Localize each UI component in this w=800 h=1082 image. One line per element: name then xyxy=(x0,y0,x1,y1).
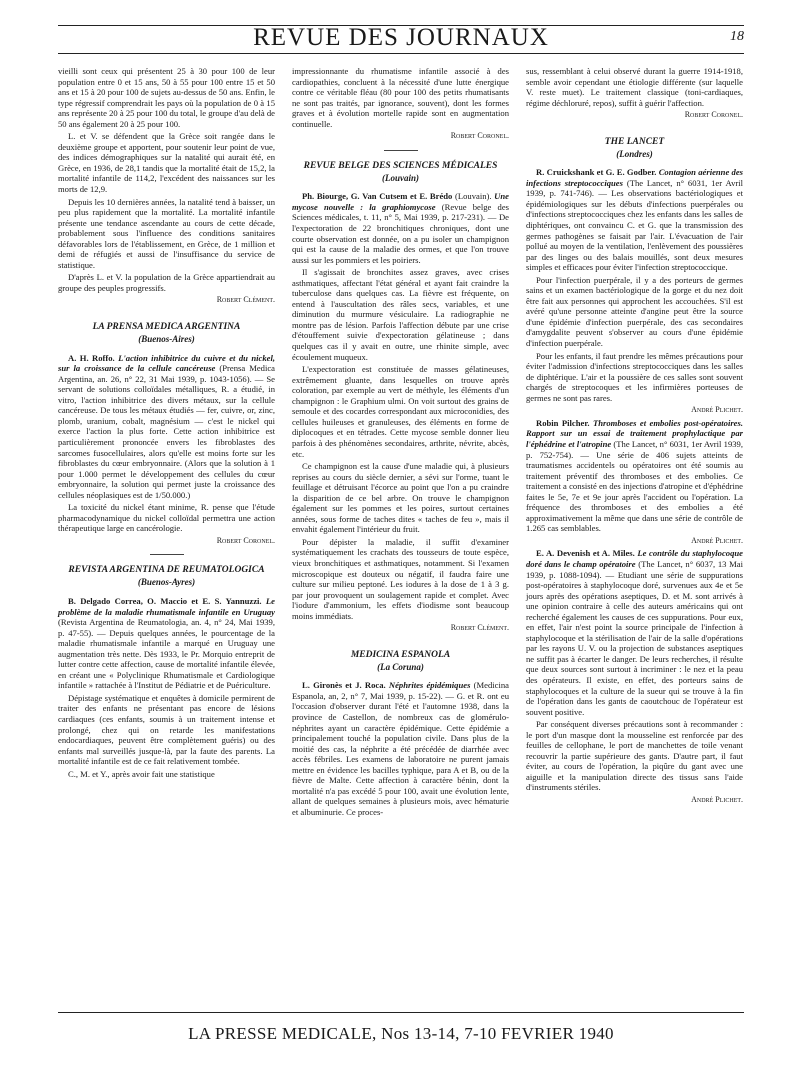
article-title: Thromboses et embolies post-opératoires. Rapport sur un essai de traitement prophylactique par l'éphédrine et l'atropine xyxy=(526,417,743,449)
article-title: Le contrôle du staphylocoque doré dans le champ opératoire xyxy=(526,548,743,569)
article xyxy=(58,596,275,691)
article-body: (The Lancet, n° 6031, 1er Avril 1939, p. 741-746). — Les observations bactériologiques et épidémiologiques sur les débuts d'infections puerpérales ou d'infections streptococciques chez les enfants dans les salles de diphtériques, ont convaincu C. et G. que la transmission des germes pathogènes se faisait par l'air. L'évacuation de l'air pollué au moyen de la ventilation, l'enlèvement des poussières par des linges ou des balais mouillés, sont deux mesures simples et efficaces pour éviter l'infection streptococcique. xyxy=(526,177,743,273)
paragraph: Pour l'infection puerpérale, il y a des porteurs de germes sains et un examen bactériologique de la gorge et du nez doit être fait aux personnes qui approchent les accouchées. S'il est avéré qu'une personne atteinte d'angine peut être la source d'une épidémie d'infection puerpérale, des cas secondaires d'amygdalite peuvent s'observer au cours d'une épidémie d'infection puerpérale. xyxy=(526,274,743,349)
article-title: Une mycose nouvelle : la graphiomycose xyxy=(292,191,509,212)
header-rule-bottom xyxy=(58,53,744,54)
page-title: REVUE DES JOURNAUX xyxy=(253,24,549,51)
signature: André Plichet. xyxy=(691,535,743,545)
paragraph: impressionnante du rhumatisme infantile associé à des cardiopathies, concluent à la nécessité d'une lutte énergique contre ce véritable fléau (80 pour 100 des petits rhumatisants ne sont pas traités, par ignorance, souvent), dont les formes graves et à évolution mortelle rapide sont en augmentation continuelle. xyxy=(292,66,509,129)
section-heading: REVUE BELGE DES SCIENCES MÉDICALES xyxy=(303,160,498,171)
section-subheading: (Buenos-Ayres) xyxy=(137,577,196,588)
section-subheading: (Louvain) xyxy=(382,172,419,183)
article-author: L. Gironès et J. Roca. xyxy=(302,680,386,691)
article xyxy=(526,418,743,534)
signature: André Plichet. xyxy=(691,405,743,415)
section-subheading: (Londres) xyxy=(616,148,653,159)
page-header xyxy=(58,22,744,50)
signature: Robert Clément. xyxy=(450,623,509,633)
paragraph: sus, ressemblant à celui observé durant la guerre 1914-1918, semble avoir cependant une étiologie différente (sur laquelle V. reste muet). Le traitement classique (toni-cardiaques, régime déchloruré, repos), suffit à guérir l'affection. xyxy=(526,66,743,108)
article-body: (The Lancet, n° 6031, 1er Avril 1939, p. 752-754). — Une série de 406 sujets atteints de traumatismes accidentels ou opératoires ont été soumis au traitement préventif des thromboses et des embolies. Ce traitement a consisté en des injections d'atropine et d'éphédrine faites le 5e, 7e et 9e jour après l'accident ou l'opération. La fréquence des thromboses et des embolies a été approximativement la même que dans une série de contrôle de 1.265 cas semblables. xyxy=(526,438,744,534)
article xyxy=(58,353,275,501)
column-3 xyxy=(526,66,743,808)
article xyxy=(292,680,509,817)
article-title: Néphrites épidémiques xyxy=(388,680,471,691)
paragraph: D'après L. et V. la population de la Grèce appartiendrait au groupe des peuples progressifs. xyxy=(58,272,275,293)
footer-citation: LA PRESSE MEDICALE, Nos 13-14, 7-10 FEVRIER 1940 xyxy=(188,1024,614,1043)
paragraph: Il s'agissait de bronchites assez graves, avec crises asthmatiques, affectant l'état général et ayant fait craindre la tuberculose dans quelques cas. La fièvre est fréquente, on entend à l'auscultation des râles secs, variables, et une diminution du murmure vésiculaire. La radiographie ne montre pas de lésion. Parfois l'affection débute par une crise d'étouffement suivie d'expectoration gélatineuse ; dans quelques cas il y avait en outre, une rhinite simple, avec écoulement muqueux. xyxy=(292,267,509,362)
article xyxy=(292,191,509,265)
page-number: 18 xyxy=(730,29,744,44)
article-author: R. Cruickshank et G. E. Godber. xyxy=(536,167,657,178)
article-body: (Revue belge des Sciences médicales, t. 11, n° 5, Mai 1939, p. 217-231). — De l'expectoration de 22 bronchitiques chroniques, dont une courte observation est donnée, on a pu isoler un champignon qui est la cause de la maladie des ormes, et que l'on trouve aussi sur les pommiers et les poiriers. xyxy=(292,201,510,265)
article-author: B. Delgado Correa, O. Maccio et E. S. Yannuzzi. xyxy=(68,595,262,606)
paragraph: C., M. et Y., après avoir fait une statistique xyxy=(68,768,215,779)
article-body: (Prensa Medica Argentina, an. 26, n° 22, 31 Mai 1939, p. 1043-1056). — Se servant de solutions colloïdales métalliques, R. a étudié, in vitro, l'action inhibitrice des divers métaux, sur la cellule cancéreuse. De tous les métaux étudiés — fer, cuivre, or, zinc, plomb, uranium, cobalt, magnésium — c'est le nickel qui exerce l'action la plus forte. Cette action inhibitrice est particulièrement prononcée envers les fibroblastes des sarcomes fusocellulaires, alors qu'elle est moins forte sur les fibroblastes du cœur embryonnaire. (Alors que la solution à 1 pour 1.000 permet le développement des cellules du cœur embryonnaire, la solution qui permet juste la croissance des cellules néoplasiques est de 1/50.000.) xyxy=(58,363,275,500)
article xyxy=(526,167,743,272)
paragraph: Dépistage systématique et enquêtes à domicile permirent de traiter des enfants ne présentant pas encore de lésions cardiaques (ces enfants, soumis à un traitement intense et prolongé, chez qui on retarde les manifestations endocardiaques, peuvent être complètement guéris) ou des enfants mal surveillés jusque-là, par la faute des parents. La mortalité infantile est de ce fait relativement tombée. xyxy=(58,692,275,767)
article-title: L'action inhibitrice du cuivre et du nickel, sur la croissance de la cellule cancéreuse xyxy=(58,352,275,374)
article-body: (Medicina Espanola, an, 2, n° 7, Mai 1939, p. 15-22). — G. et R. ont eu l'occasion d'observer durant l'été et l'automne 1938, dans la province de Castellon, de nombreux cas de glomérulo-néphrites ayant un caractère épidémique. Cette épidémie a principalement touché la population civile. Dans plus de la moitié des cas, la néphrite a été précédée de diarrhée avec accès fébriles. Les examens de laboratoire ne purent jamais mettre en évidence les bacilles typhique, para A et B, ou de la fièvre de Malte. Cette affection à caractère bénin, dont la mortalité n'a pas excédé 5 pour 100, avait une évolution lente, allant de quelques semaines à plusieurs mois, avec hématurie et albuminurie. Ce proces- xyxy=(292,680,509,817)
paragraph: L. et V. se défendent que la Grèce soit rangée dans le deuxième groupe et apportent, pour soutenir leur point de vue, des indices démographiques sur la natalité qui aurait été, en Grèce, en 1936, de 28,1 tandis que la mortalité était de 15,2, la mortalité infantile de 114,2, l'excédent des naissances sur les morts de 12,9. xyxy=(58,131,275,195)
column-2 xyxy=(292,66,509,819)
paragraph: Pour dépister la maladie, il suffit d'examiner systématiquement les crachats des tousseurs de toute espèce, vieux bronchitiques et asthmatiques, notamment. Si l'examen microscopique est douteux ou négatif, il faudra faire une culture sur milieu peptoné. Les iodures à la dose de 1 à 3 g. par jour provoquent un soulagement rapide et complet. Avec l'iodure d'ammonium, les effets d'iodisme sont beaucoup moins immédiats. xyxy=(292,536,509,621)
paragraph: Pour les enfants, il faut prendre les mêmes précautions pour éviter l'admission d'infections streptococciques dans les salles de diphtérique. L'air et la poussière de ces salles sont souvent chargés de streptocoques et les infirmières porteuses de germes ne sont pas rares. xyxy=(526,350,743,403)
article-author: Robin Pilcher. xyxy=(536,417,590,428)
section-subheading: (Buenos-Aires) xyxy=(138,334,195,345)
paragraph: Depuis les 10 dernières années, la natalité tend à baisser, un peu plus rapidement que la mortalité. La mortalité infantile présente une tendance ascendante au cours de cette décade, probablement sous l'influence des conditions sanitaires défavorables lors de l'établissement, en Grèce, de 1 million et demi de réfugiés et aussi de l'insuffisance du service de statistique. xyxy=(58,196,275,270)
paragraph: La toxicité du nickel étant minime, R. pense que l'étude pharmacodynamique du nickel colloïdal permettra une action thérapeutique large en cancérologie. xyxy=(58,502,275,534)
column-1 xyxy=(58,66,275,781)
signature: Robert Clément. xyxy=(216,295,275,305)
paragraph: Ce champignon est la cause d'une maladie qui, à plusieurs reprises au cours du siècle dernier, a sévi sur l'orme, tuant le feuillage et détruisant l'écorce au point que l'on a pu craindre la disparition de ce bel arbre. On trouve le champignon également sur les pommes et les poires, surtout certaines années, sous forme de taches dites « taches de feu », mais il envahit également l'intérieur du fruit. xyxy=(292,461,509,535)
signature: Robert Coronel. xyxy=(450,131,509,141)
section-divider xyxy=(150,554,184,555)
article-body: (Revista Argentina de Reumatologia, an. 4, n° 24, Mai 1939, p. 47-55). — Depuis quelques années, le pourcentage de la maladie rhumatismale infantile a marqué en Uruguay une augmentation très nette. Dès 1933, le Pr. Morquio entreprit de lutter contre cette affection, cause de mortalité infantile élevée, en créant une « Polyclinique Rhumatismale et Cardiologique infantile » rattachée à l'Institut de Pédiatrie et de Puériculture. xyxy=(58,617,275,691)
article-author: A. H. Roffo. xyxy=(68,352,115,363)
signature: André Plichet. xyxy=(691,795,743,804)
article-author: Ph. Biourge, G. Van Cutsem et E. Brédo xyxy=(302,191,453,202)
article-body: (The Lancet, n° 6037, 13 Mai 1939, p. 1088-1094). — Etudiant une série de suppurations post-opératoires à staphylocoque doré, survenues aux 4e et 5e jours après des opérations aseptiques, D. et M. sont arrivés à une opinion contraire à celle des auteurs américains qui ont recherché également les causes de ces suppurations. Pour eux, en effet, l'air n'est point la source principale de l'infection à staphylocoque et la stérilisation de l'air de la salle d'opérations par les rayons U. V. ou la projection de substances aseptiques ne suffit pas à écarter le danger. De leurs recherches, il résulte que deux sources sont surtout à incriminer : le nez et la peau des opérateurs. Il existe, en effet, des porteurs sains de staphylocoques et la culture de la sueur qui se trouve à la fin de l'opération dans les gants de caoutchouc de l'opérateur est souvent positive. xyxy=(526,558,744,717)
section-heading: THE LANCET xyxy=(604,136,665,147)
paragraph: Par conséquent diverses précautions sont à recommander : le port d'un masque dont la mousseline est renforcée par des feuilles de cellophane, le port de manchettes de toile venant recouvrir la partie supérieure des gants. D'autre part, il faut éviter, au cours de l'opération, la piqûre du gant avec une aiguille et la manipulation directe des tissus sans l'aide d'instruments stériles. xyxy=(526,719,743,793)
section-heading: LA PRENSA MEDICA ARGENTINA xyxy=(92,322,241,333)
paragraph: L'expectoration est constituée de masses gélatineuses, extrêmement gluante, dans lesquelles on trouve après coloration, par exemple au vert de méthyle, les éléments d'un champignon : le Graphium ulmi. On voit surtout des grains de semoule et des cocardes correspondant aux microconidies, des cellules huileuses et granuleuses, des éléments en forme de diplocoques et en tétrades. Cette mycose semble donner lieu parfois à des phénomènes secondaires, arthrite, névrite, abcès, etc. xyxy=(292,364,509,459)
signature: Robert Coronel. xyxy=(684,110,743,120)
article-author: E. A. Devenish et A. Miles. xyxy=(536,548,635,559)
signature: Robert Coronel. xyxy=(216,535,275,545)
section-subheading: (La Coruna) xyxy=(377,661,424,672)
article-title: Contagion aérienne des infections streptococciques xyxy=(526,167,743,188)
article-title: Le problème de la maladie rhumatismale infantile en Uruguay xyxy=(58,595,275,617)
section-heading: REVISTA ARGENTINA DE REUMATOLOGICA xyxy=(68,565,265,576)
header-rule-top xyxy=(58,25,744,26)
footer-rule xyxy=(58,1012,744,1013)
article-city: (Louvain). xyxy=(455,191,492,202)
paragraph: vieilli sont ceux qui présentent 25 à 30 pour 100 de leur population entre 0 et 15 ans, 50 à 55 pour 100 entre 15 et 50 ans et 15 à 20 pour 100 de sujets au-dessus de 50 ans. Enfin, le type régressif comprendrait les pays où la population de 0 à 15 ans représente 20 à 25 pour 100 du total, le groupe d'au delà de 50 ans également 20 à 25 pour 100. xyxy=(58,66,275,129)
section-divider xyxy=(384,150,418,151)
section-heading: MEDICINA ESPANOLA xyxy=(350,649,451,660)
article xyxy=(526,548,743,717)
